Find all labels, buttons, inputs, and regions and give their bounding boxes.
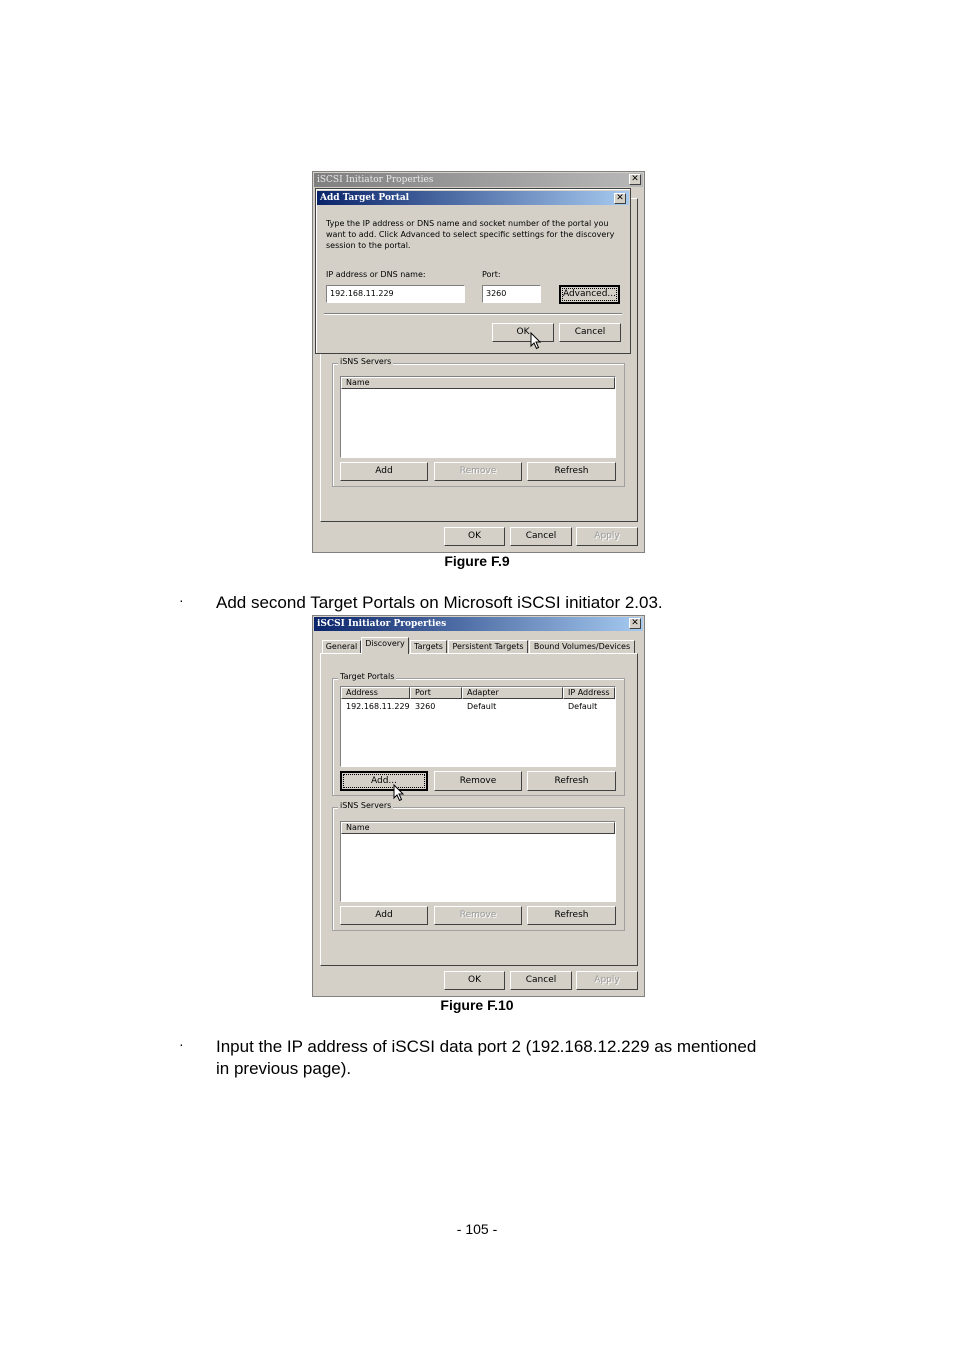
tab-targets[interactable]: Targets <box>410 640 447 654</box>
window-title: iSCSI Initiator Properties <box>317 619 447 629</box>
dialog-close-icon[interactable]: ✕ <box>614 193 626 204</box>
advanced-button[interactable]: Advanced... <box>559 285 620 304</box>
mouse-cursor-icon <box>393 784 405 802</box>
dialog-title-bar <box>317 191 629 205</box>
bullet-1: · <box>179 592 184 608</box>
cell-ip-address: Default <box>568 702 598 711</box>
mouse-cursor-icon <box>530 332 542 350</box>
isns-add-button[interactable]: Add <box>340 462 428 481</box>
dialog-divider <box>324 313 622 315</box>
column-header-adapter[interactable]: Adapter <box>462 687 563 699</box>
cancel-button[interactable]: Cancel <box>510 971 572 990</box>
column-header-port[interactable]: Port <box>410 687 462 699</box>
close-icon[interactable]: ✕ <box>629 618 641 629</box>
column-header-name[interactable]: Name <box>341 377 615 389</box>
cancel-button[interactable]: Cancel <box>510 527 572 546</box>
target-portals-list[interactable] <box>340 686 616 767</box>
paragraph-add-second-portal: Add second Target Portals on Microsoft iSCSI initiator 2.03. <box>216 593 663 612</box>
isns-refresh-button[interactable]: Refresh <box>527 906 616 925</box>
port-input[interactable]: 3260 <box>482 285 541 303</box>
isns-add-button[interactable]: Add <box>340 906 428 925</box>
target-portals-label: Target Portals <box>340 672 395 681</box>
cell-port: 3260 <box>415 702 436 711</box>
column-header-address[interactable]: Address <box>341 687 410 699</box>
isns-servers-list[interactable] <box>340 376 616 458</box>
window-title: iSCSI Initiator Properties <box>317 175 434 185</box>
add-portal-button[interactable]: Add... <box>340 771 428 791</box>
add-target-portal-dialog <box>315 188 631 354</box>
iscsi-properties-window-fig10 <box>312 615 645 997</box>
isns-servers-label: iSNS Servers <box>340 801 392 810</box>
ip-address-input[interactable]: 192.168.11.229 <box>326 285 465 303</box>
figure-caption-f9: Figure F.9 <box>444 553 510 569</box>
tab-persistent-targets[interactable]: Persistent Targets <box>448 640 528 654</box>
window-title-bar <box>314 173 643 187</box>
cell-address: 192.168.11.229 <box>346 702 410 711</box>
cell-adapter: Default <box>467 702 497 711</box>
page-number: - 105 - <box>456 1221 498 1237</box>
tab-bound-volumes[interactable]: Bound Volumes/Devices <box>529 640 635 654</box>
dialog-title: Add Target Portal <box>320 193 410 203</box>
paragraph-input-ip-line1: Input the IP address of iSCSI data port 2 (192.168.12.229 as mentioned <box>216 1037 757 1056</box>
isns-servers-label: iSNS Servers <box>340 357 392 366</box>
column-header-ip-address[interactable]: IP Address <box>563 687 615 699</box>
dialog-cancel-button[interactable]: Cancel <box>559 323 621 342</box>
ok-button[interactable]: OK <box>444 527 505 546</box>
ok-button[interactable]: OK <box>444 971 505 990</box>
ip-address-label: IP address or DNS name: <box>326 270 426 279</box>
apply-button[interactable]: Apply <box>576 971 638 990</box>
dialog-description: Type the IP address or DNS name and socket number of the portal you want to add. Click Advanced to select specific settings for the discovery session to the portal. <box>326 219 615 250</box>
figure-caption-f10: Figure F.10 <box>440 997 514 1013</box>
iscsi-properties-window-fig9 <box>312 171 645 553</box>
remove-portal-button[interactable]: Remove <box>434 771 522 791</box>
tab-discovery[interactable]: Discovery <box>361 637 409 654</box>
isns-refresh-button[interactable]: Refresh <box>527 462 616 481</box>
isns-remove-button[interactable]: Remove <box>434 462 522 481</box>
column-header-name[interactable]: Name <box>341 822 615 834</box>
window-title-bar <box>314 617 643 631</box>
isns-servers-list[interactable] <box>340 821 616 902</box>
port-label: Port: <box>482 270 501 279</box>
tab-general[interactable]: General <box>322 640 361 654</box>
apply-button[interactable]: Apply <box>576 527 638 546</box>
dialog-ok-button[interactable]: OK <box>492 323 554 342</box>
isns-remove-button[interactable]: Remove <box>434 906 522 925</box>
refresh-portal-button[interactable]: Refresh <box>527 771 616 791</box>
paragraph-input-ip-line2: in previous page). <box>216 1059 352 1078</box>
bullet-2: · <box>179 1036 184 1052</box>
close-icon[interactable]: ✕ <box>629 174 641 185</box>
